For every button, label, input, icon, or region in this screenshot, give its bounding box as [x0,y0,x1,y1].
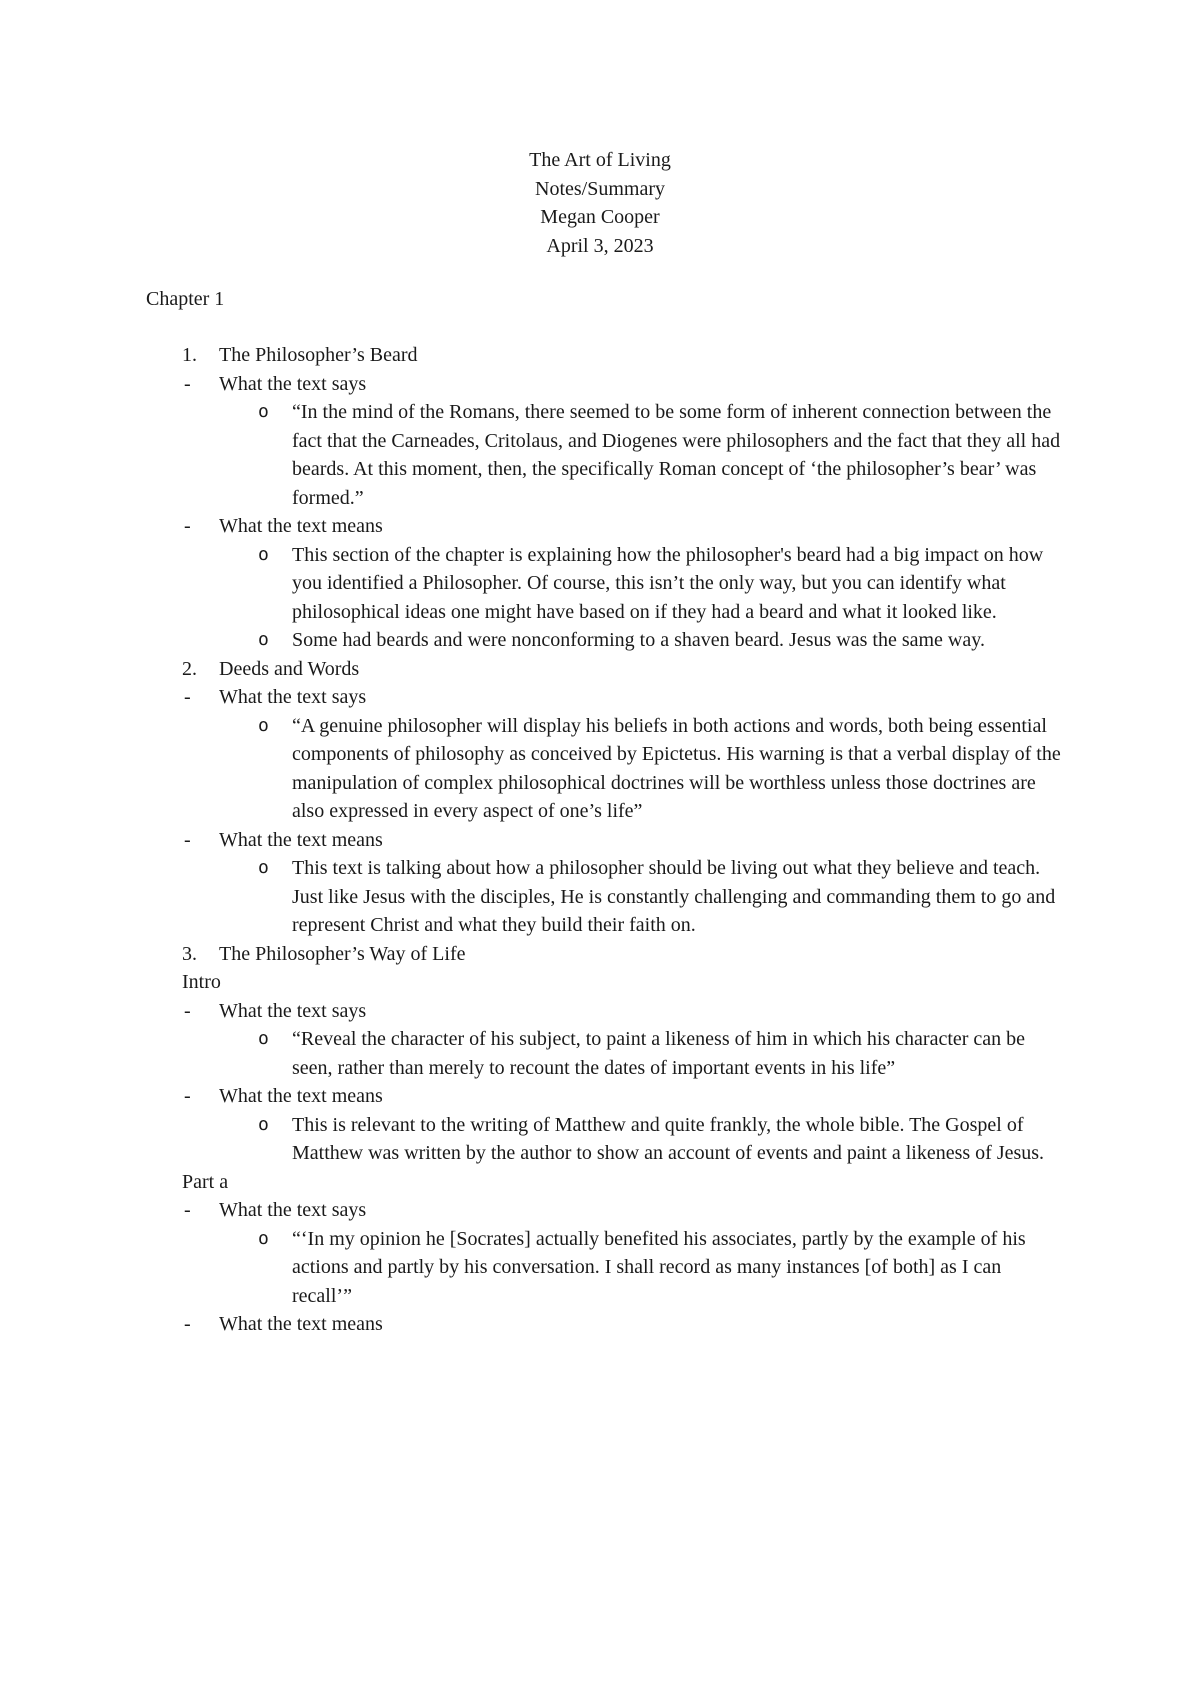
bullet-marker: o [258,1028,269,1049]
item-number: 2. [182,657,197,680]
dash-label [146,1310,1066,1339]
row-text: What the text means [219,515,383,537]
bullet-marker: o [258,401,269,422]
row-text: “A genuine philosopher will display his beliefs in both actions and words, both being essential components of philosophy as conceived by Epictetus. His warning is that a verbal display of the manipulation of complex philosophical doctrines will be worthless unless those doctrines are also expressed in every aspect of one’s life” [292,714,1061,822]
dash-marker: - [184,1313,191,1335]
dash-label [146,1082,1066,1111]
dash-label [146,997,1066,1026]
bullet-paragraph [146,626,1066,655]
row-text: Some had beards and were nonconforming to a shaven beard. Jesus was the same way. [292,629,985,651]
dash-label [146,370,1066,399]
row-text: What the text means [219,1313,383,1335]
dash-marker: - [184,515,191,537]
row-text: What the text says [219,686,367,708]
row-text: Intro [182,971,221,993]
sub-heading [146,968,1066,997]
row-text: What the text says [219,372,367,395]
bullet-marker: o [258,543,269,565]
dash-label [146,512,1066,541]
row-text: What the text says [219,999,367,1022]
row-text: Part a [182,1170,229,1193]
numbered-heading [146,341,1066,370]
dash-marker: - [184,999,191,1022]
row-text: What the text means [219,828,383,851]
row-text: “‘In my opinion he [Socrates] actually benefited his associates, partly by the example of his actions and partly by his conversation. I shall record as many instances [of both] as I can recall’” [292,1227,1026,1307]
chapter-heading: Chapter 1 [146,288,225,310]
bullet-marker: o [258,629,269,650]
bullet-marker: o [258,1227,269,1249]
numbered-heading [146,655,1066,684]
row-text: This is relevant to the writing of Matthew and quite frankly, the whole bible. The Gospel of Matthew was written by the author to show an account of events and paint a likeness of Jesus. [292,1113,1045,1164]
document-title: The Art of Living [529,149,671,171]
bullet-paragraph [146,1025,1066,1082]
bullet-paragraph [146,854,1066,940]
dash-marker: - [184,828,191,851]
bullet-marker: o [258,1113,269,1135]
item-number: 3. [182,942,197,965]
row-text: This section of the chapter is explaining how the philosopher's beard had a big impact on how you identified a Philosopher. Of course, this isn’t the only way, but you can identify what philosophical ideas one might have based on if they had a beard and what it looked like. [292,543,1044,623]
dash-label [146,826,1066,855]
item-number: 1. [182,344,197,366]
bullet-paragraph [146,1225,1066,1311]
dash-label [146,1196,1066,1225]
row-text: Deeds and Words [219,657,360,680]
document-header [0,146,1200,260]
row-text: What the text says [219,1199,367,1221]
bullet-paragraph [146,541,1066,627]
bullet-paragraph [146,1111,1066,1168]
dash-marker: - [184,686,191,708]
row-text: This text is talking about how a philosopher should be living out what they believe and teach. Just like Jesus with the disciples, He is constantly challenging and commanding them to go and represent Christ and what they build their faith on. [292,857,1056,936]
document-subtitle: Notes/Summary [535,177,665,200]
dash-marker: - [184,372,191,395]
dash-label [146,683,1066,712]
bullet-marker: o [258,857,269,878]
bullet-paragraph [146,712,1066,826]
row-text: What the text means [219,1085,383,1107]
dash-marker: - [184,1085,191,1107]
bullet-marker: o [258,714,269,736]
numbered-heading [146,940,1066,969]
document-date: April 3, 2023 [546,234,654,257]
row-text: The Philosopher’s Way of Life [219,942,466,965]
document-author: Megan Cooper [540,206,660,228]
sub-heading [146,1168,1066,1197]
bullet-paragraph [146,398,1066,512]
row-text: “Reveal the character of his subject, to paint a likeness of him in which his character can be seen, rather than merely to recount the dates of important events in his life” [292,1028,1026,1079]
dash-marker: - [184,1199,191,1221]
row-text: “In the mind of the Romans, there seemed to be some form of inherent connection between the fact that the Carneades, Critolaus, and Diogenes were philosophers and the fact that they all had beards. At this moment, then, the specifically Roman concept of ‘the philosopher’s bear’ was formed.” [292,401,1061,509]
row-text: The Philosopher’s Beard [219,344,418,366]
notes-outline [146,341,1066,1339]
